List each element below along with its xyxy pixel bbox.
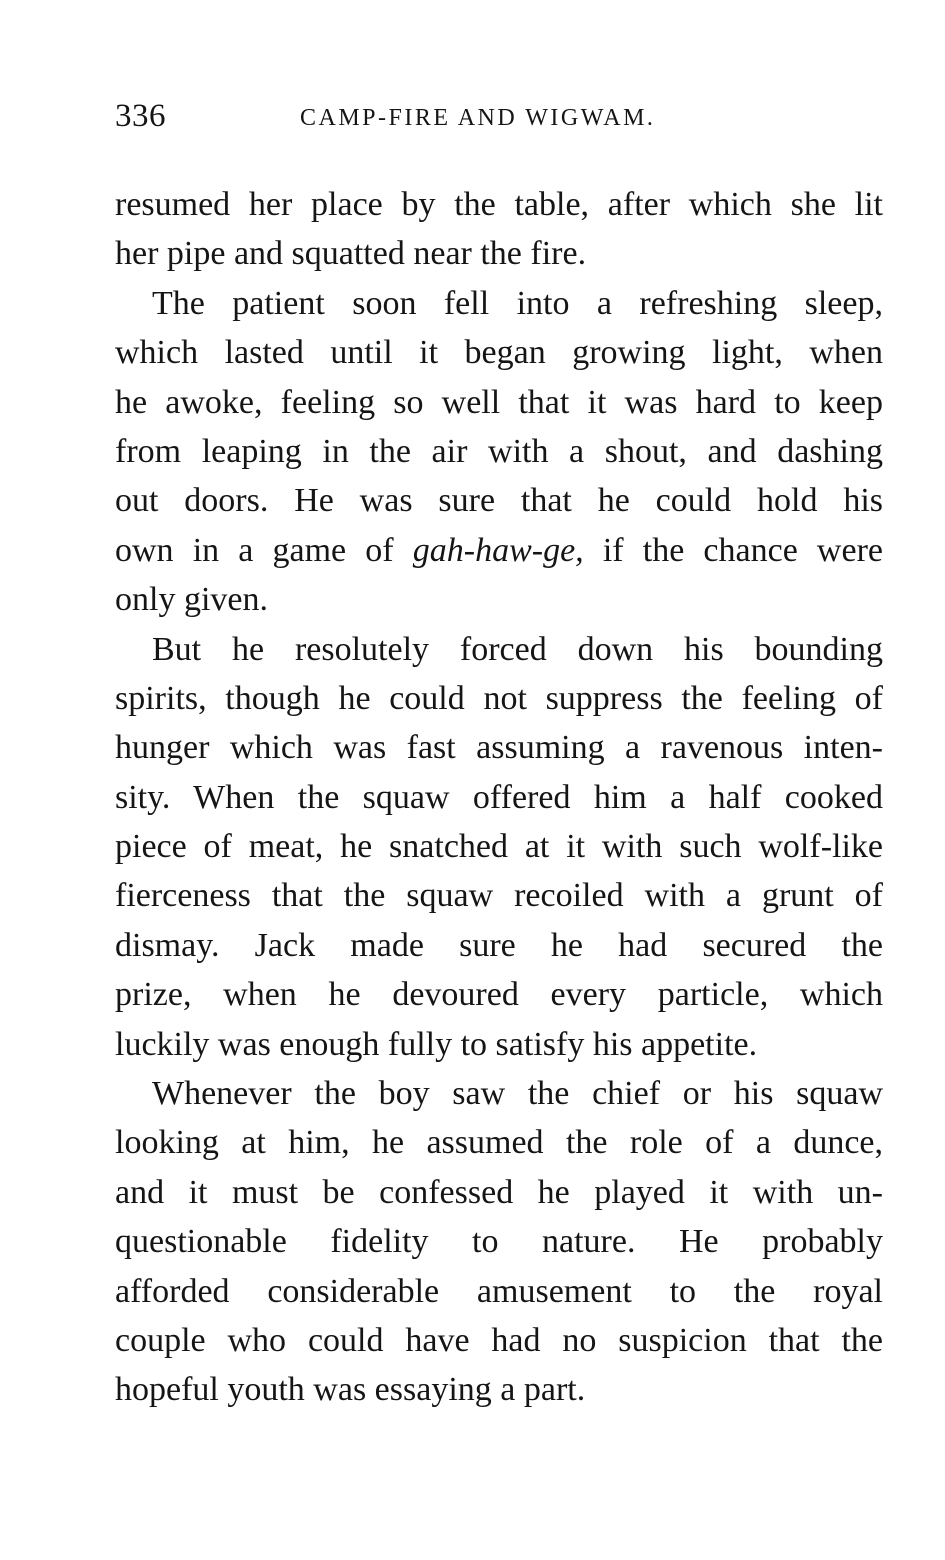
text-line: prize, when he devoured every particle, which bbox=[115, 976, 883, 1014]
text-line: her pipe and squatted near the fire. bbox=[115, 235, 587, 273]
paragraph bbox=[115, 180, 883, 279]
text-line: The patient soon fell into a refreshing sleep, bbox=[152, 284, 883, 322]
text-line: fierceness that the squaw recoiled with a grunt of bbox=[115, 877, 883, 915]
text-line bbox=[115, 526, 883, 575]
text-line: dismay. Jack made sure he had secured the bbox=[115, 926, 883, 964]
text-line: from leaping in the air with a shout, and dashing bbox=[115, 432, 883, 470]
paragraph bbox=[115, 1069, 883, 1415]
text-line: and it must be confessed he played it with un- bbox=[115, 1173, 883, 1211]
text-line: which lasted until it began growing light, when bbox=[115, 334, 883, 372]
text-line: out doors. He was sure that he could hold his bbox=[115, 482, 883, 520]
text-line: Whenever the boy saw the chief or his squaw bbox=[152, 1075, 883, 1113]
text-line: afforded considerable amusement to the royal bbox=[115, 1272, 883, 1310]
paragraph bbox=[115, 279, 883, 625]
text-line: looking at him, he assumed the role of a dunce, bbox=[115, 1124, 883, 1162]
text-line: couple who could have had no suspicion that the bbox=[115, 1321, 883, 1359]
text-line: luckily was enough fully to satisfy his appetite. bbox=[115, 1025, 758, 1063]
paragraph bbox=[115, 625, 883, 1070]
text-line: But he resolutely forced down his bounding bbox=[152, 630, 883, 668]
page-number: 336 bbox=[115, 98, 166, 134]
text-line: hopeful youth was essaying a part. bbox=[115, 1371, 586, 1409]
text-line: spirits, though he could not suppress the feeling of bbox=[115, 679, 883, 717]
text-span: if the chance were bbox=[583, 531, 883, 569]
text-line: resumed her place by the table, after which she lit bbox=[115, 186, 883, 223]
text-line: sity. When the squaw offered him a half cooked bbox=[115, 778, 883, 816]
text-line: he awoke, feeling so well that it was hard to keep bbox=[115, 383, 883, 421]
running-head bbox=[115, 92, 885, 140]
text-span: own in a game of bbox=[115, 531, 413, 569]
text-line: only given. bbox=[115, 581, 268, 619]
text-line: questionable fidelity to nature. He probably bbox=[115, 1223, 883, 1261]
italic-term: gah-haw-ge, bbox=[412, 531, 584, 569]
text-line: piece of meat, he snatched at it with such wolf-like bbox=[115, 828, 883, 866]
running-title: CAMP-FIRE AND WIGWAM. bbox=[300, 105, 656, 131]
body-text bbox=[115, 180, 883, 1415]
text-line: hunger which was fast assuming a ravenous inten- bbox=[115, 729, 883, 767]
